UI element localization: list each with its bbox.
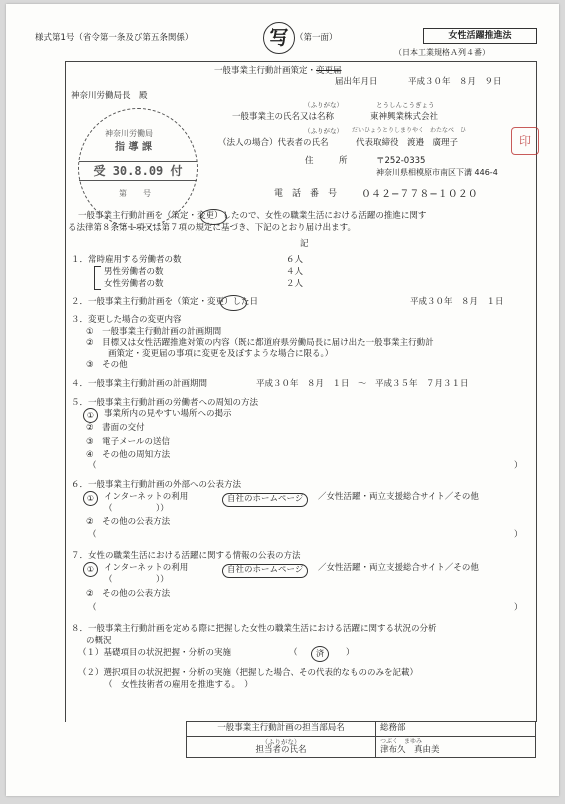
section-8-cont: の概況	[86, 636, 112, 646]
person-label: 担当者の氏名	[255, 744, 307, 755]
section-5: ５．一般事業主行動計画の労働者への周知の方法	[71, 398, 259, 408]
person-furigana-label: （ふりがな）	[261, 737, 301, 746]
section-5-item-3: ③ 電子メールの送信	[86, 437, 170, 447]
doc-title	[214, 67, 342, 77]
section-5-item-1: 事業所内の見やすい場所への掲示	[104, 409, 232, 419]
stamp-left: 受	[93, 164, 106, 178]
date-value: 平成３０年 ８月 ９日	[408, 77, 502, 87]
section-5-item-2: ② 書面の交付	[86, 423, 145, 433]
section-8-item-2-value: （ 女性技術者の雇用を推進する。 ）	[104, 680, 253, 690]
stamp-top: 神奈川労働局	[105, 129, 153, 138]
phone: ０４２−７７８−１０２０	[361, 189, 478, 200]
rep-furigana: だいひょうとりしまりやく わたなべ ひ	[352, 127, 467, 134]
law-label: 女性活躍推進法	[423, 28, 537, 44]
company-furigana-label: （ふりがな）	[304, 101, 343, 109]
contact-table	[186, 721, 536, 758]
copy-seal: 写	[263, 22, 295, 54]
stamp-bottom: 第 号	[119, 189, 151, 198]
paren-open: （	[88, 461, 97, 471]
bracket	[94, 266, 101, 290]
intro-line-1: 一般事業主行動計画を（策定・変更）したので、女性の職業生活における活躍の推進に関す	[78, 211, 427, 221]
ki-heading: 記	[300, 239, 309, 249]
plan-period: 平成３０年 ８月 １日 〜 平成３５年 ７月３１日	[256, 379, 469, 389]
addressee: 神奈川労働局長 殿	[71, 91, 148, 101]
form-number: 様式第1号（省令第一条及び第五条関係）	[35, 33, 194, 43]
rep-name: 代表取締役 渡邉 廣理子	[356, 138, 459, 148]
section-8-item-1: （１）基礎項目の状況把握・分析の実施	[78, 648, 232, 658]
male-label: 男性労働者の数	[104, 267, 164, 277]
circle-one-icon: ①	[83, 491, 98, 506]
section-3-item-2a: ② 目標又は女性活躍推進対策の内容（既に都道府県労働局長に届け出た一般事業主行動計	[86, 338, 434, 348]
paren-close: ）	[514, 603, 523, 613]
section-1: １．常時雇用する労働者の数	[71, 255, 182, 265]
stamp-date: 30.8.09	[112, 164, 164, 178]
company-seal-stamp: 印	[511, 127, 539, 155]
section-3-item-3: ③ その他	[86, 360, 128, 370]
section-7-item-1: インターネットの利用	[104, 563, 189, 573]
company-label: 一般事業主の氏名又は名称	[232, 112, 335, 122]
paren-open: （	[104, 504, 113, 514]
section-2: ２．一般事業主行動計画を（策定・変更）した日	[71, 297, 259, 307]
dept-label: 一般事業主行動計画の担当部局名	[187, 722, 376, 737]
section-4: ４．一般事業主行動計画の計画期間	[71, 379, 208, 389]
section-3: ３．変更した場合の変更内容	[71, 315, 182, 325]
postal-code: 〒252-0335	[376, 156, 426, 166]
company-furigana: とうしんこうぎょう	[376, 101, 435, 109]
paren-open: （	[289, 648, 298, 658]
circle-mark	[200, 209, 227, 225]
section-8: ８．一般事業主行動計画を定める際に把握した女性の職業生活における活躍に関する状況の分析	[71, 624, 437, 634]
date-label: 届出年月日	[335, 77, 378, 87]
circle-one-icon: ①	[83, 562, 98, 577]
paren-close: ））	[156, 504, 169, 514]
stamp-mid: 指 導 課	[115, 142, 152, 153]
section-6-option-selected: 自社のホームページ	[222, 493, 308, 507]
rep-label: （法人の場合）代表者の氏名	[218, 138, 329, 148]
section-7-option-rest: ／女性活躍・両立支援総合サイト／その他	[318, 563, 479, 573]
person-furigana: つぶく まゆみ	[380, 738, 423, 746]
circle-one-icon: ①	[83, 408, 98, 423]
section-7: ７．女性の職業生活における活躍に関する情報の公表の方法	[71, 551, 301, 561]
stamp-date-band	[79, 161, 197, 181]
address-label: 住 所	[305, 156, 348, 166]
stamp-right: 付	[170, 164, 183, 178]
circle-mark	[220, 295, 247, 311]
intro-line-2: る法律第８条第１項又は第７項の規定に基づき、下記のとおり届け出ます。	[68, 223, 356, 233]
person-value-cell	[376, 736, 536, 757]
total-workers: ６人	[286, 255, 304, 265]
plan-date: 平成３０年 ８月 １日	[410, 297, 504, 307]
paren-open: （	[88, 530, 97, 540]
paren-close: ））	[156, 575, 169, 585]
phone-label: 電 話 番 号	[274, 189, 338, 199]
section-5-item-4: ④ その他の周知方法	[86, 450, 171, 460]
paren-open: （	[88, 603, 97, 613]
male-workers: ４人	[286, 267, 304, 277]
status-done-mark: 済	[311, 646, 329, 662]
company-name: 東神興業株式会社	[370, 112, 439, 122]
person-label-cell	[187, 736, 376, 757]
section-8-item-2: （２）選択項目の状況把握・分析の実施（把握した場合、その代表的なもののみを記載）	[78, 668, 419, 678]
paren-close: ）	[514, 530, 523, 540]
address: 神奈川県相模原市南区下溝 446-4	[376, 168, 498, 177]
section-6-item-1: インターネットの利用	[104, 492, 189, 502]
person-name: 津布久 真由美	[380, 744, 440, 755]
title-main: 一般事業主行動計画策定・	[214, 66, 317, 76]
paren-close: ）	[346, 648, 355, 658]
paren-close: ）	[514, 461, 523, 471]
document-page	[6, 4, 559, 796]
section-3-item-2b: 画策定・変更届の事項に変更を及ぼすような場合に限る。）	[108, 349, 334, 359]
reception-stamp	[78, 108, 198, 228]
section-6-item-2: ② その他の公表方法	[86, 517, 171, 527]
jis-note: （日本工業規格Ａ列４番）	[394, 48, 490, 57]
section-6: ６．一般事業主行動計画の外部への公表方法	[71, 480, 242, 490]
title-strike: 変更届	[316, 66, 342, 76]
paren-open: （	[104, 575, 113, 585]
section-7-item-2: ② その他の公表方法	[86, 589, 171, 599]
dept-value: 総務部	[376, 722, 536, 737]
page-note: （第一面）	[295, 33, 338, 43]
rep-furigana-label: （ふりがな）	[304, 127, 343, 135]
section-6-option-rest: ／女性活躍・両立支援総合サイト／その他	[318, 492, 479, 502]
section-3-item-1: ① 一般事業主行動計画の計画期間	[86, 327, 222, 337]
female-label: 女性労働者の数	[104, 279, 164, 289]
section-7-option-selected: 自社のホームページ	[222, 564, 308, 578]
female-workers: ２人	[286, 279, 304, 289]
